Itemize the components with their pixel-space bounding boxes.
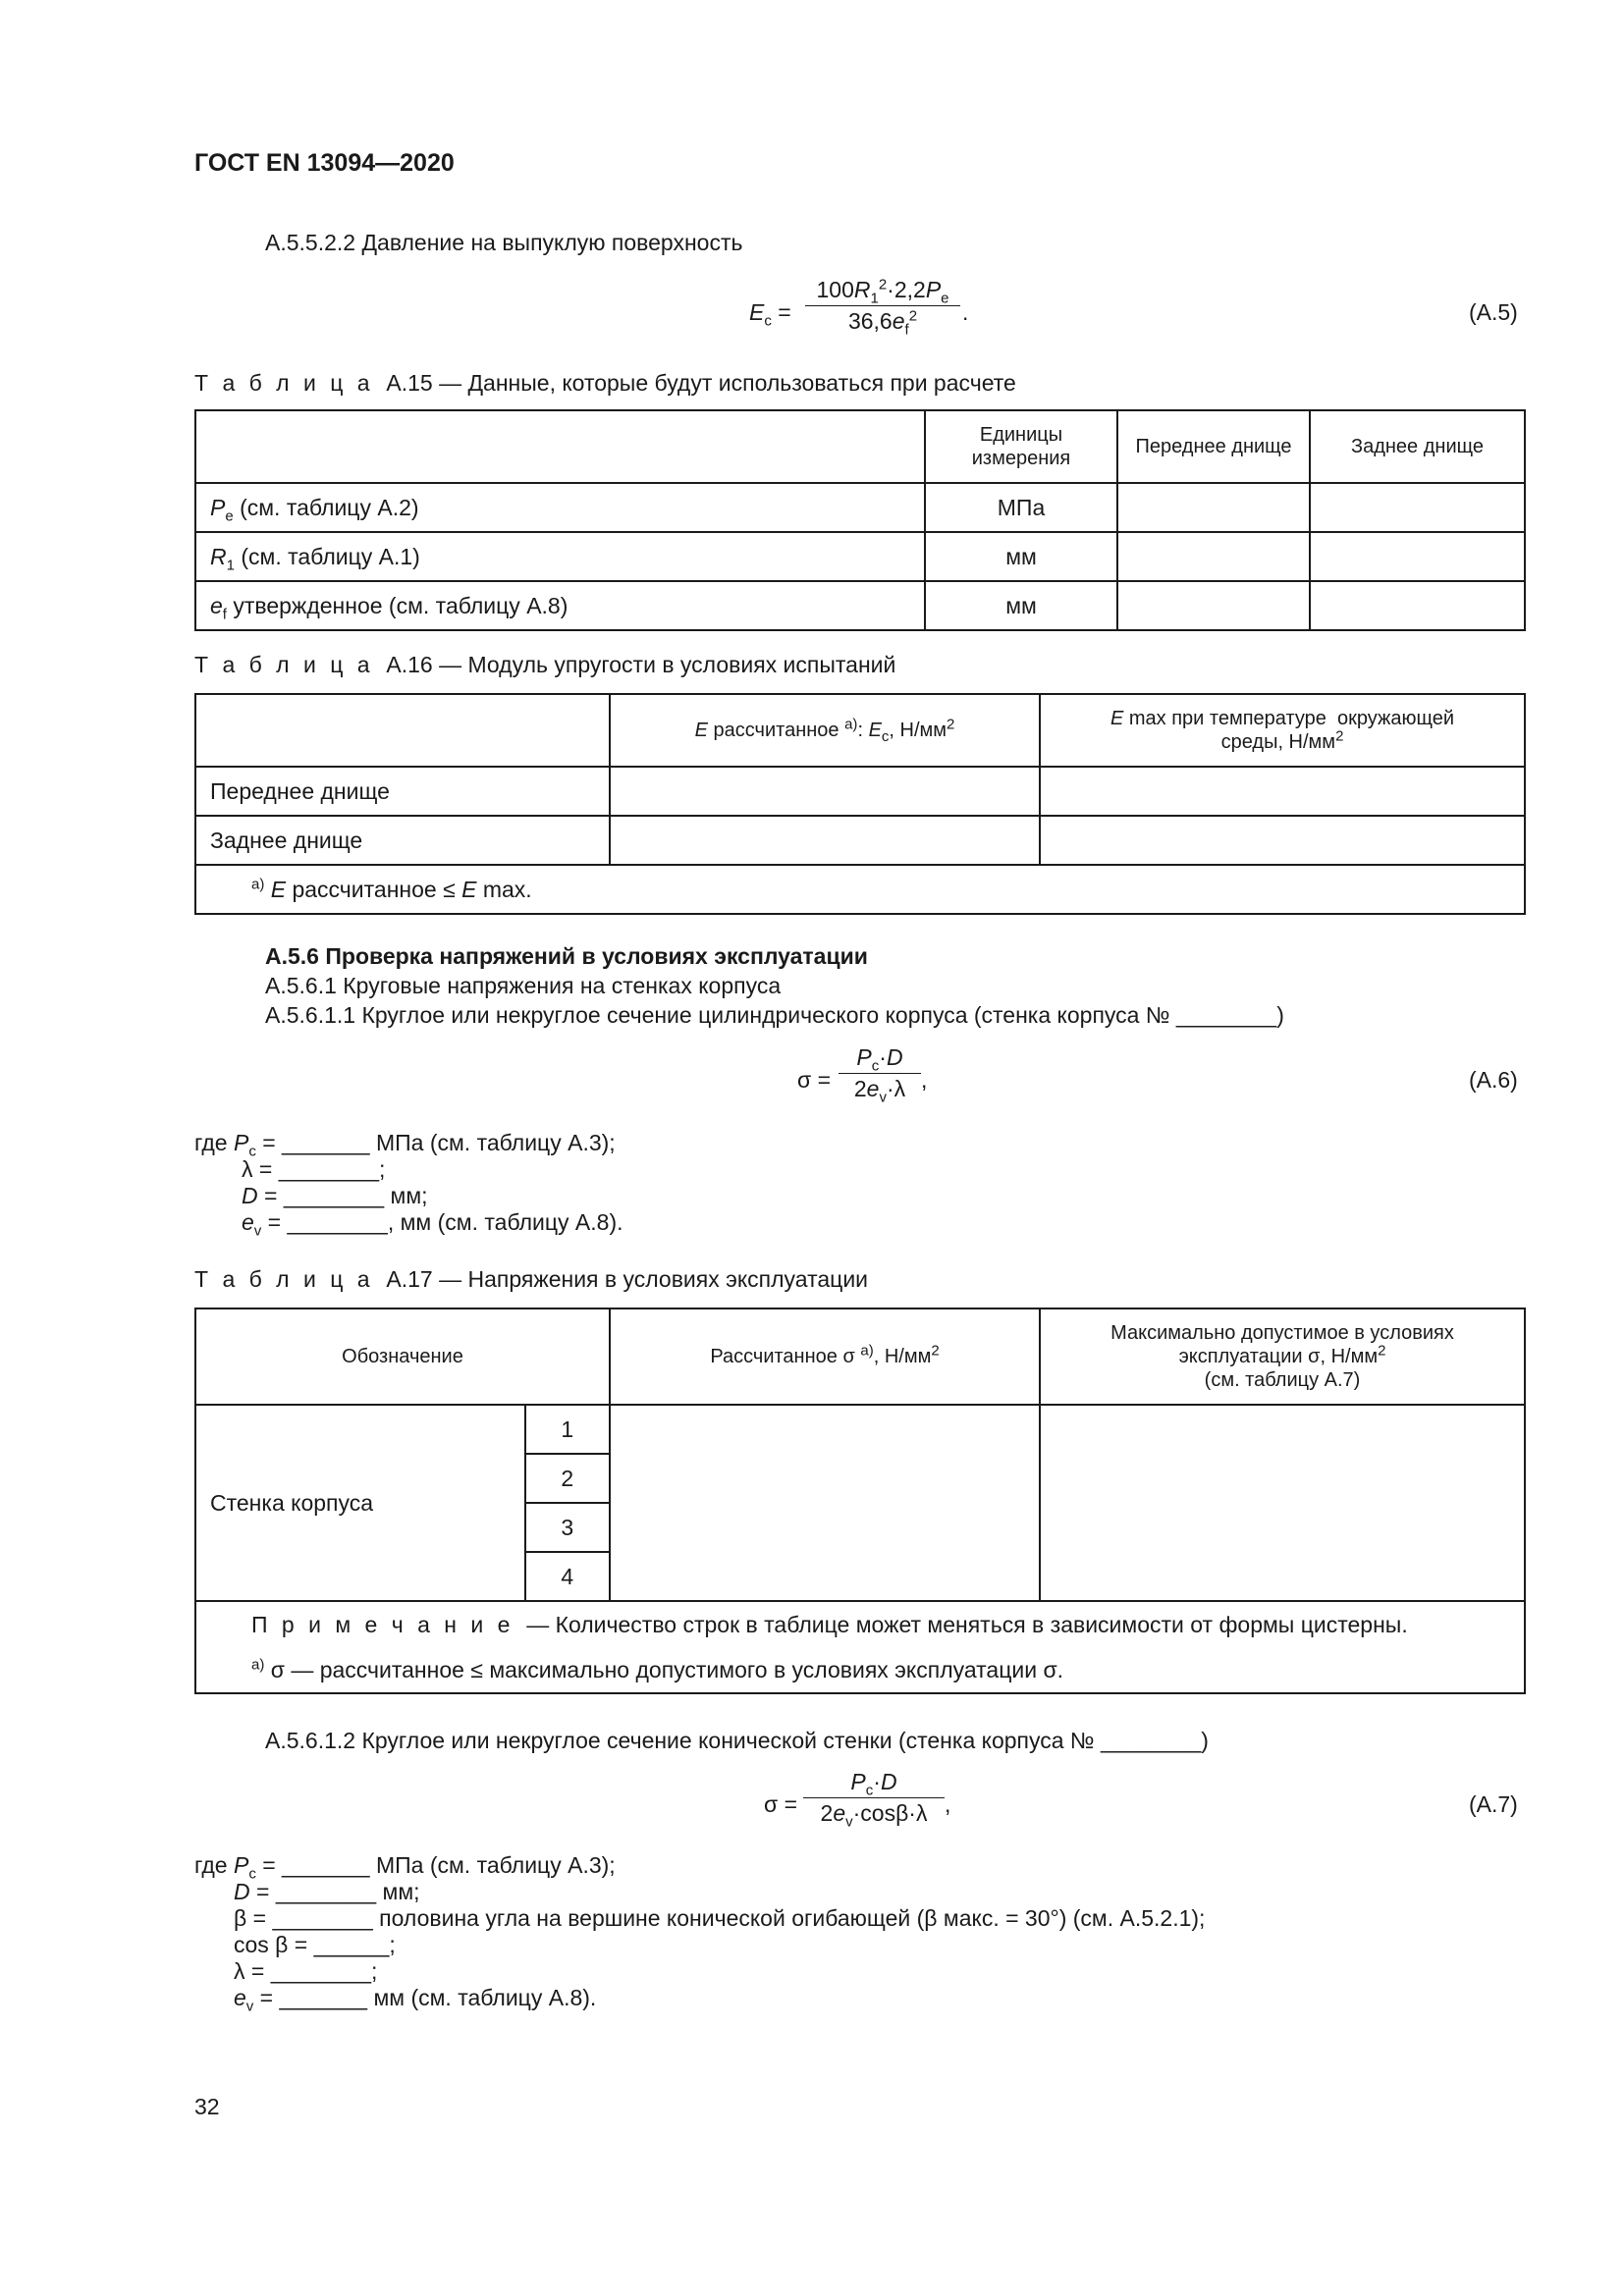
table-a17-note: П р и м е ч а н и е — Количество строк в таблице может меняться в зависимости от формы цистерны. <box>251 1612 1408 1637</box>
table-a17-footnote: $^{а)}$ σ — рассчитанное ≤ максимально допустимого в условиях эксплуатации σ. <box>251 1656 1064 1682</box>
table-a15-param: $R_1$ (см. таблицу А.1) <box>195 532 925 581</box>
where-line: β = ________ половина угла на вершине конической огибающей (β макс. = 30°) (см. А.5.2.1); <box>234 1905 1206 1931</box>
table-a15-cell <box>1310 532 1525 581</box>
table-a15-cell <box>1117 483 1310 532</box>
table-a16-cell <box>610 816 1040 865</box>
formula-a6-comma: , <box>921 1067 928 1093</box>
table-a15-unit: мм <box>925 581 1117 630</box>
table-a15-unit: МПа <box>925 483 1117 532</box>
where-line: D = ________ мм; <box>234 1879 420 1904</box>
equation-number-a7: (А.7) <box>1469 1791 1518 1817</box>
where-line: λ = ________; <box>242 1156 386 1182</box>
table-row <box>195 532 1525 581</box>
table-a17-caption: Т а б л и ц а А.17 — Напряжения в условиях эксплуатации <box>194 1266 869 1292</box>
where-line: $e_v$ = _______ мм (см. таблицу А.8). <box>234 1985 597 2015</box>
section-heading-a561: А.5.6.1 Круговые напряжения на стенках корпуса <box>265 973 782 998</box>
table-a15-header-units: Единицы измерения <box>925 410 1117 483</box>
table-a16-header-calc: E рассчитанное $^{а)}$: $E_с$, $Н/мм^2$ <box>610 694 1040 767</box>
section-heading-a56: А.5.6 Проверка напряжений в условиях эксплуатации <box>265 943 868 969</box>
table-a16-header-max: E max при температуре окружающей среды, $Н/мм^2$ <box>1040 694 1525 767</box>
table-a15-caption: Т а б л и ц а А.15 — Данные, которые будут использоваться при расчете <box>194 370 1016 396</box>
table-a16 <box>194 693 1526 915</box>
table-a17-header-max: Максимально допустимое в условиях эксплуатации σ, $Н/мм^2$ (см. таблицу А.7) <box>1040 1308 1525 1405</box>
table-a15-header-rear: Заднее днище <box>1310 410 1525 483</box>
page-number: 32 <box>194 2094 220 2119</box>
table-a17-row-number: 2 <box>525 1454 610 1503</box>
table-a15-header-front: Переднее днище <box>1117 410 1310 483</box>
table-a17-header-designation: Обозначение <box>195 1308 610 1405</box>
table-row <box>195 581 1525 630</box>
table-row <box>195 1405 1525 1454</box>
table-a17 <box>194 1308 1526 1694</box>
table-a16-cell <box>1040 767 1525 816</box>
formula-a6-fraction: $\frac{P_c\cdot D}{2e_v\cdot\lambda}$ <box>839 1044 921 1102</box>
table-a17-row-number: 4 <box>525 1552 610 1601</box>
where-line: cos β = ______; <box>234 1932 396 1957</box>
table-a15-param: $P_e$ (см. таблицу А.2) <box>195 483 925 532</box>
where-line: D = ________ мм; <box>242 1183 428 1208</box>
formula-a7-comma: , <box>945 1791 951 1817</box>
where-line: где $P_c$ = _______ МПа (см. таблицу А.3); <box>194 1130 616 1160</box>
where-line: λ = ________; <box>234 1958 378 1984</box>
where-line: $e_v$ = ________, мм (см. таблицу А.8). <box>242 1209 623 1240</box>
formula-a5-period: . <box>962 299 969 325</box>
table-a15-unit: мм <box>925 532 1117 581</box>
equation-number-a5: (А.5) <box>1469 299 1518 325</box>
table-a15-param: $e_f$ утвержденное (см. таблицу А.8) <box>195 581 925 630</box>
table-a16-cell <box>1040 816 1525 865</box>
section-heading-a5522: А.5.5.2.2 Давление на выпуклую поверхность <box>265 230 743 255</box>
table-a17-row-number: 1 <box>525 1405 610 1454</box>
table-a15 <box>194 409 1526 631</box>
document-id: ГОСТ EN 13094—2020 <box>194 149 455 177</box>
table-a17-header-calc: Рассчитанное σ $^{а)}$, $Н/мм^2$ <box>610 1308 1040 1405</box>
table-a17-cell <box>610 1405 1040 1601</box>
table-a15-cell <box>1310 483 1525 532</box>
table-a16-cell <box>610 767 1040 816</box>
section-heading-a5612: А.5.6.1.2 Круглое или некруглое сечение конической стенки (стенка корпуса № ________) <box>265 1728 1209 1753</box>
table-a16-row-label: Переднее днище <box>195 767 610 816</box>
table-a17-row-label: Стенка корпуса <box>195 1405 525 1601</box>
table-a16-footnote: $^{а)}$ E рассчитанное ≤ E max. <box>195 865 1525 914</box>
formula-a7-fraction: $\frac{P_c\cdot D}{2e_v\cdot\cos\beta\cdot\lambda}$ <box>803 1769 945 1827</box>
table-row <box>195 483 1525 532</box>
table-a16-header-blank <box>195 694 610 767</box>
section-heading-a5611: А.5.6.1.1 Круглое или некруглое сечение цилиндрического корпуса (стенка корпуса № ________) <box>265 1002 1284 1028</box>
table-a15-cell <box>1117 532 1310 581</box>
table-row <box>195 816 1525 865</box>
formula-a6-lhs: σ = <box>797 1067 832 1093</box>
table-a16-row-label: Заднее днище <box>195 816 610 865</box>
table-a15-header-blank <box>195 410 925 483</box>
table-a15-cell <box>1117 581 1310 630</box>
formula-a5-fraction: $\frac{100R_1^2\cdot 2,2P_e}{36,6e_f^2}$ <box>805 277 960 335</box>
formula-a7-lhs: σ = <box>764 1791 798 1817</box>
equation-number-a6: (А.6) <box>1469 1067 1518 1093</box>
formula-a5-lhs: $E_c$ = <box>749 299 791 330</box>
table-a17-notes <box>195 1601 1525 1693</box>
table-a17-cell <box>1040 1405 1525 1601</box>
table-a17-row-number: 3 <box>525 1503 610 1552</box>
table-a16-caption: Т а б л и ц а А.16 — Модуль упругости в условиях испытаний <box>194 652 896 677</box>
where-line: где $P_c$ = _______ МПа (см. таблицу А.3); <box>194 1852 616 1883</box>
table-row <box>195 767 1525 816</box>
table-a15-cell <box>1310 581 1525 630</box>
